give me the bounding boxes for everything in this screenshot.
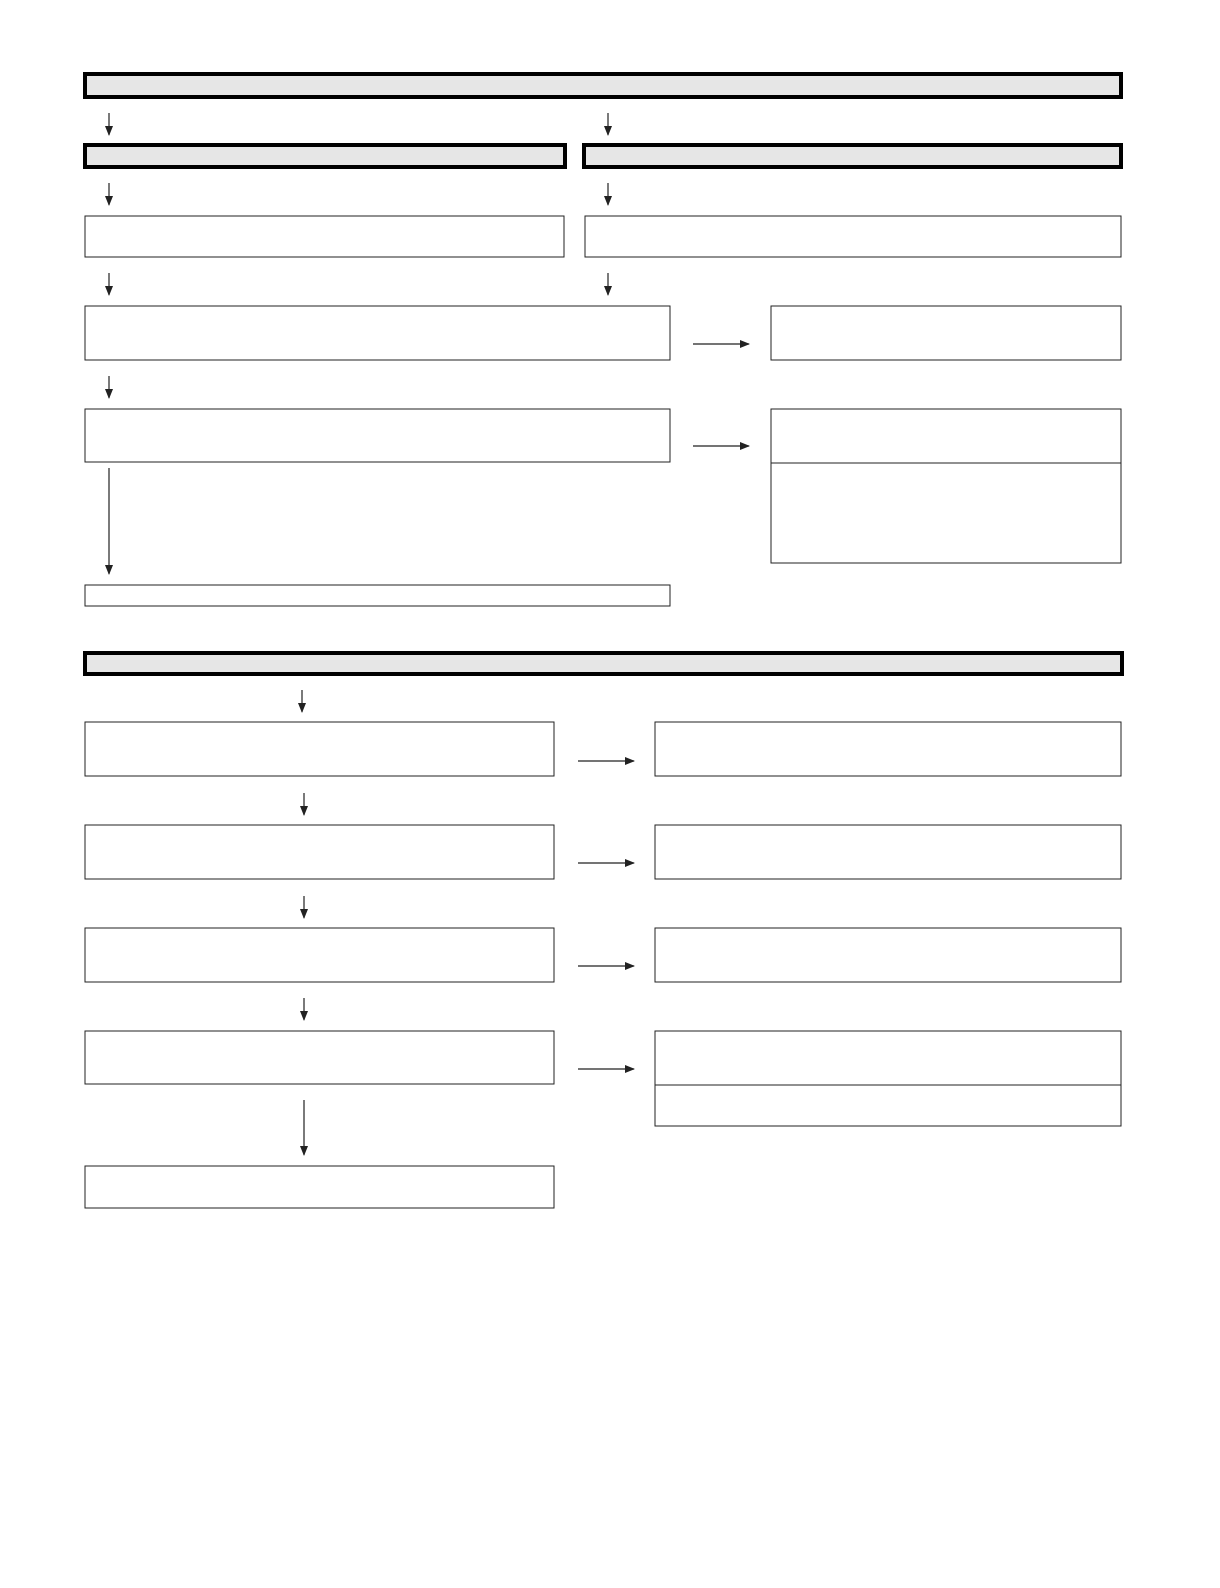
section-2-header [85,653,1122,674]
section-2 [85,653,1122,1208]
left-column-header [85,145,565,167]
section-2-result-2-box [655,825,1121,879]
section-2-result-1-box [655,722,1121,776]
section-1-final-box [85,585,670,606]
step-1-result-box [771,306,1121,360]
right-column-box [585,216,1121,257]
section-2-step-1-box [85,722,554,776]
step-1-box [85,306,670,360]
section-2-step-3-box [85,928,554,982]
step-2-box [85,409,670,462]
right-column-header [584,145,1121,167]
section-2-step-2-box [85,825,554,879]
section-1-header [85,74,1121,97]
step-2-result-box [771,409,1121,563]
section-2-result-4-box [655,1031,1121,1126]
section-1 [85,74,1121,606]
section-2-result-3-box [655,928,1121,982]
section-2-step-4-box [85,1031,554,1084]
left-column-box [85,216,564,257]
section-2-final-box [85,1166,554,1208]
